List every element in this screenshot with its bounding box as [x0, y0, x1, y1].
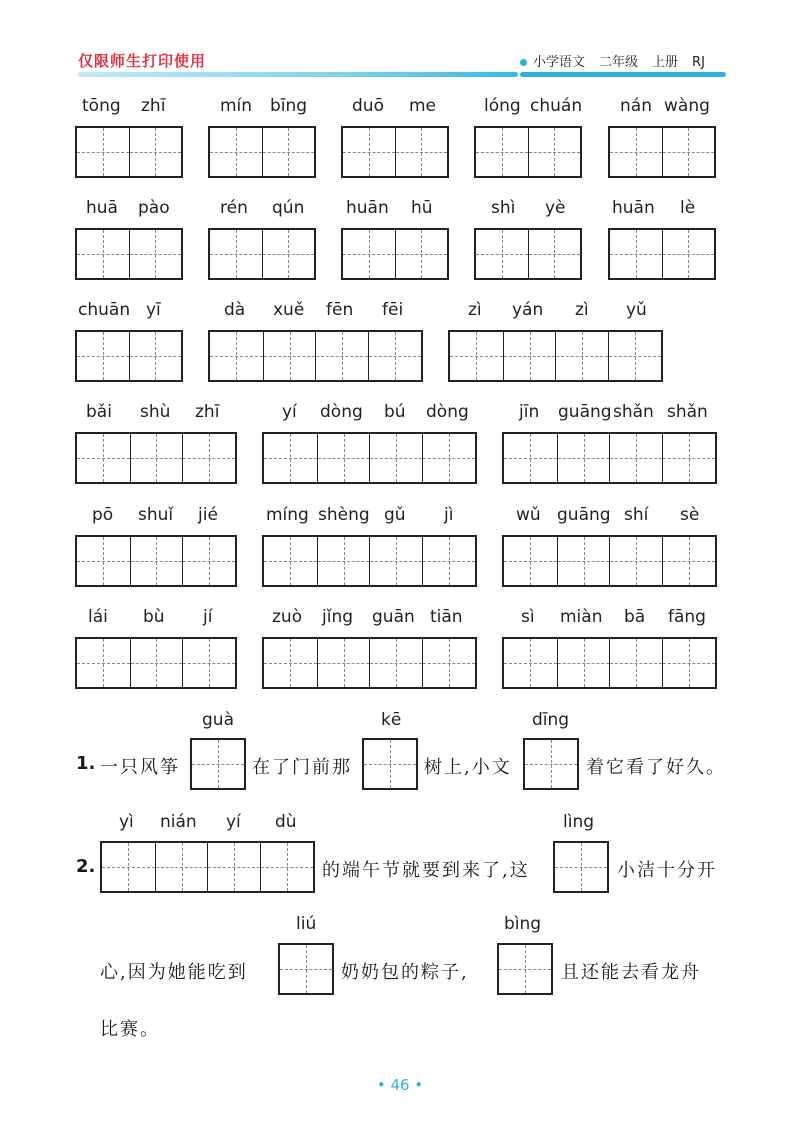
writing-grid[interactable] [208, 228, 316, 280]
pinyin: dòng [320, 402, 363, 422]
pinyin: wǔ [516, 505, 541, 525]
sentence-text: 树上,小文 [424, 757, 512, 778]
pinyin: shì [491, 198, 516, 218]
question-number: 2. [76, 856, 96, 877]
pinyin: yǔ [626, 300, 647, 320]
pinyin: pào [138, 198, 170, 218]
pinyin: me [409, 96, 437, 116]
pinyin: guān [372, 607, 415, 627]
question-number: 1. [76, 753, 96, 774]
writing-grid[interactable] [448, 330, 663, 382]
sentence-text: 在了门前那 [252, 757, 352, 778]
pinyin: zì [575, 300, 589, 320]
pinyin: fēn [326, 300, 354, 320]
pinyin: dù [275, 812, 297, 832]
pinyin: mín [220, 96, 253, 116]
pinyin: bǎi [86, 402, 112, 422]
writing-grid[interactable] [75, 432, 237, 484]
pinyin: guāng [558, 402, 612, 422]
pinyin: zuò [272, 607, 303, 627]
answer-box[interactable] [100, 841, 315, 893]
writing-grid[interactable] [608, 126, 716, 178]
writing-grid[interactable] [608, 228, 716, 280]
writing-grid[interactable] [341, 126, 449, 178]
bullet-dot-icon [520, 59, 527, 66]
edition: RJ [692, 55, 705, 70]
sentence-text: 心,因为她能吃到 [100, 962, 248, 983]
pinyin: yí [226, 812, 241, 832]
pinyin: sè [680, 505, 700, 525]
pinyin: shuǐ [138, 505, 174, 525]
pinyin: nián [160, 812, 197, 832]
answer-box[interactable] [278, 943, 334, 995]
pinyin: tōng [82, 96, 121, 116]
pinyin: liú [296, 914, 317, 934]
answer-box[interactable] [190, 738, 246, 790]
pinyin: lìng [563, 812, 595, 832]
subject: 小学语文 [533, 55, 586, 70]
sentence-text: 比赛。 [100, 1019, 160, 1040]
pinyin: sì [521, 607, 535, 627]
pinyin: huā [86, 198, 118, 218]
pinyin: bīng [270, 96, 308, 116]
grade: 二年级 [599, 55, 639, 70]
writing-grid[interactable] [75, 228, 183, 280]
pinyin: yí [282, 402, 297, 422]
writing-grid[interactable] [502, 535, 717, 587]
pinyin: guāng [557, 505, 611, 525]
sentence-text: 小洁十分开 [617, 860, 717, 881]
pinyin: shèng [318, 505, 370, 525]
pinyin: gǔ [384, 505, 406, 525]
header-rule-right [520, 72, 726, 77]
writing-grid[interactable] [262, 637, 477, 689]
pinyin: lái [88, 607, 108, 627]
pinyin: xuě [273, 300, 305, 320]
writing-grid[interactable] [75, 535, 237, 587]
answer-box[interactable] [497, 943, 553, 995]
writing-grid[interactable] [208, 126, 316, 178]
pinyin: dīng [532, 710, 570, 730]
pinyin: jì [444, 505, 454, 525]
writing-grid[interactable] [262, 432, 477, 484]
writing-grid[interactable] [262, 535, 477, 587]
writing-grid[interactable] [75, 126, 183, 178]
answer-box[interactable] [362, 738, 418, 790]
pinyin: yán [512, 300, 544, 320]
pinyin: kē [381, 710, 402, 730]
pinyin: lè [680, 198, 696, 218]
pinyin: zhī [141, 96, 166, 116]
pinyin: shǎn [667, 402, 708, 422]
sentence-text: 的端午节就要到来了,这 [322, 860, 530, 881]
pinyin: bú [384, 402, 406, 422]
pinyin: qún [272, 198, 305, 218]
sentence-text: 一只风筝 [100, 757, 180, 778]
writing-grid[interactable] [75, 330, 183, 382]
writing-grid[interactable] [208, 330, 423, 382]
answer-box[interactable] [553, 841, 609, 893]
pinyin: jié [198, 505, 218, 525]
pinyin: pō [92, 505, 114, 525]
pinyin: duō [352, 96, 384, 116]
header-rule-left [78, 72, 518, 77]
pinyin: dòng [426, 402, 469, 422]
pinyin: yè [545, 198, 566, 218]
print-notice: 仅限师生打印使用 [78, 52, 207, 70]
pinyin: bìng [504, 914, 542, 934]
pinyin: chuán [530, 96, 583, 116]
pinyin: shí [624, 505, 649, 525]
volume: 上册 [652, 55, 679, 70]
pinyin: fēi [382, 300, 404, 320]
pinyin: jīn [519, 402, 540, 422]
pinyin: miàn [560, 607, 603, 627]
pinyin: bā [624, 607, 646, 627]
writing-grid[interactable] [502, 637, 717, 689]
pinyin: jǐng [322, 607, 354, 627]
pinyin: míng [266, 505, 309, 525]
writing-grid[interactable] [474, 126, 582, 178]
pinyin: zhī [195, 402, 220, 422]
pinyin: shǎn [613, 402, 654, 422]
sentence-text: 且还能去看龙舟 [561, 962, 701, 983]
answer-box[interactable] [523, 738, 579, 790]
pinyin: dà [224, 300, 246, 320]
pinyin: bù [143, 607, 165, 627]
pinyin: huān [346, 198, 389, 218]
pinyin: hū [411, 198, 433, 218]
pinyin: zì [468, 300, 482, 320]
pinyin: guà [202, 710, 234, 730]
writing-grid[interactable] [474, 228, 582, 280]
pinyin: wàng [664, 96, 710, 116]
pinyin: tiān [430, 607, 463, 627]
pinyin: lóng [484, 96, 521, 116]
pinyin: chuān [78, 300, 131, 320]
writing-grid[interactable] [75, 637, 237, 689]
pinyin: jí [203, 607, 213, 627]
pinyin: nán [620, 96, 652, 116]
pinyin: fāng [668, 607, 706, 627]
writing-grid[interactable] [502, 432, 717, 484]
pinyin: shù [140, 402, 171, 422]
pinyin: huān [612, 198, 655, 218]
sentence-text: 奶奶包的粽子, [341, 962, 469, 983]
book-info [520, 51, 705, 70]
page-number: • 46 • [376, 1076, 424, 1094]
pinyin: rén [220, 198, 248, 218]
sentence-text: 着它看了好久。 [586, 757, 726, 778]
writing-grid[interactable] [341, 228, 449, 280]
pinyin: yì [119, 812, 134, 832]
pinyin: yī [146, 300, 161, 320]
